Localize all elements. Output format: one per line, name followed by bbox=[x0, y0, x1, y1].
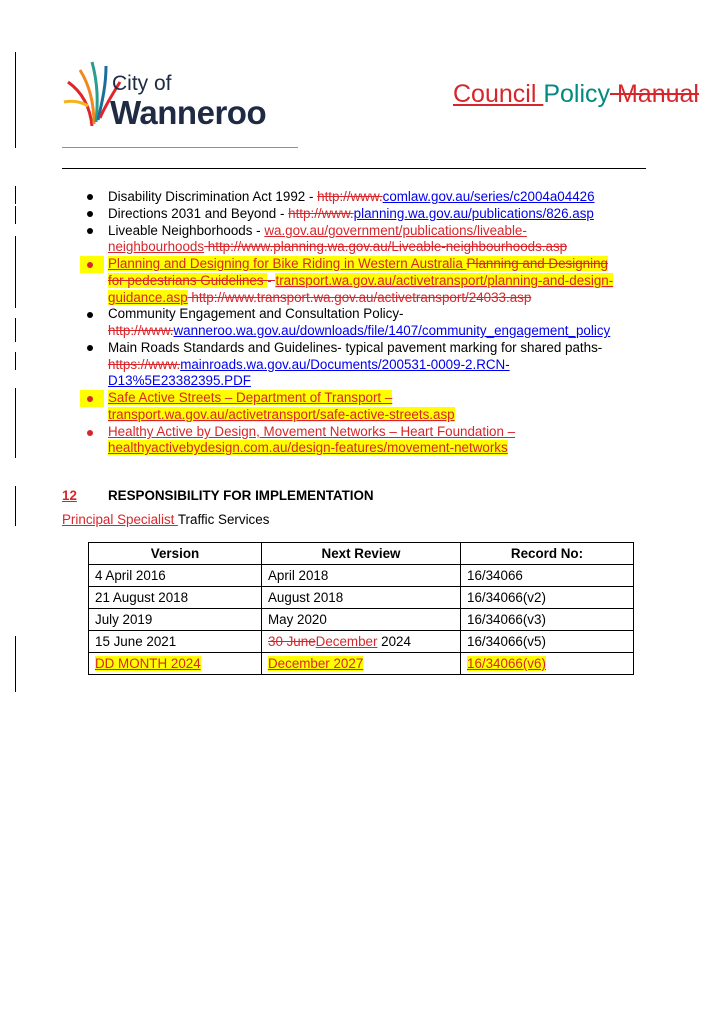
item-text: Liveable Neighborhoods - bbox=[108, 223, 265, 238]
bullet-icon bbox=[87, 345, 93, 351]
bullet-icon bbox=[87, 262, 93, 268]
review-cell bbox=[262, 631, 461, 653]
version-cell: 21 August 2018 bbox=[89, 587, 262, 609]
table-row bbox=[89, 587, 634, 609]
table-row bbox=[89, 631, 634, 653]
review-cell: April 2018 bbox=[262, 565, 461, 587]
list-item bbox=[108, 340, 602, 355]
bullet-icon bbox=[87, 211, 93, 217]
list-item bbox=[108, 189, 595, 204]
inserted-text: Healthy Active by Design, Movement Networks – Heart Foundation – bbox=[108, 424, 516, 439]
review-cell: May 2020 bbox=[262, 609, 461, 631]
version-cell: July 2019 bbox=[89, 609, 262, 631]
reference-link[interactable]: transport.wa.gov.au/activetransport/planning-and-design- bbox=[275, 273, 614, 288]
version-cell: 15 June 2021 bbox=[89, 631, 262, 653]
table-header-row bbox=[89, 543, 634, 565]
logo-line2: Wanneroo bbox=[110, 94, 267, 131]
list-item bbox=[108, 223, 527, 238]
version-cell: DD MONTH 2024 bbox=[89, 653, 262, 675]
inserted-text: Principal Specialist bbox=[62, 512, 178, 527]
responsible-officer bbox=[62, 512, 269, 527]
deleted-text: - bbox=[267, 273, 276, 288]
record-cell: 16/34066(v2) bbox=[461, 587, 634, 609]
list-item-continued bbox=[108, 239, 567, 254]
bullet-icon bbox=[87, 312, 93, 318]
list-item bbox=[108, 424, 515, 439]
city-logo bbox=[62, 56, 302, 136]
list-item-continued bbox=[108, 290, 531, 305]
list-item bbox=[108, 390, 392, 405]
change-bar bbox=[15, 486, 16, 526]
header-next-review: Next Review bbox=[262, 543, 461, 565]
version-table bbox=[88, 542, 634, 675]
header-record-no: Record No: bbox=[461, 543, 634, 565]
list-item-continued bbox=[108, 357, 510, 372]
deleted-text: http://www.planning.wa.gov.au/Liveable-neighbourhoods.asp bbox=[204, 239, 568, 254]
table-row bbox=[89, 565, 634, 587]
deleted-text: https://www. bbox=[108, 357, 181, 372]
officer-text: Traffic Services bbox=[177, 512, 270, 527]
header-version: Version bbox=[89, 543, 262, 565]
title-deleted: Manual bbox=[610, 80, 699, 108]
reference-link[interactable]: neighbourhoods bbox=[108, 239, 205, 254]
item-text: Directions 2031 and Beyond - bbox=[108, 206, 289, 221]
record-cell: 16/34066(v3) bbox=[461, 609, 634, 631]
deleted-text: Planning and Designing bbox=[466, 256, 608, 271]
change-bar bbox=[15, 52, 16, 148]
reference-link[interactable]: comlaw.gov.au/series/c2004a04426 bbox=[382, 189, 595, 204]
list-item-continued bbox=[108, 373, 251, 388]
inserted-text: Safe Active Streets – Department of Transport – bbox=[108, 390, 393, 405]
reference-link[interactable]: transport.wa.gov.au/activetransport/safe-active-streets.asp bbox=[108, 407, 455, 422]
header-rule bbox=[62, 168, 646, 169]
inserted-text: Planning and Designing for Bike Riding in Western Australia bbox=[108, 256, 467, 271]
bullet-icon bbox=[87, 228, 93, 234]
record-cell: 16/34066(v5) bbox=[461, 631, 634, 653]
reference-link[interactable]: D13%5E23382395.PDF bbox=[108, 373, 251, 388]
change-bar bbox=[15, 388, 16, 458]
list-item bbox=[108, 306, 404, 321]
title-inserted: Council bbox=[453, 80, 544, 108]
deleted-text: 30 June bbox=[268, 634, 316, 649]
record-cell: 16/34066 bbox=[461, 565, 634, 587]
reference-link[interactable]: healthyactivebydesign.com.au/design-features/movement-networks bbox=[108, 440, 508, 455]
item-text: Disability Discrimination Act 1992 - bbox=[108, 189, 318, 204]
reference-link[interactable]: wanneroo.wa.gov.au/downloads/file/1407/community_engagement_policy bbox=[173, 323, 611, 338]
list-item-continued bbox=[108, 407, 455, 422]
bullet-icon bbox=[87, 430, 93, 436]
item-text: Community Engagement and Consultation Policy- bbox=[108, 306, 404, 321]
reference-link[interactable]: mainroads.wa.gov.au/Documents/200531-0009-2.RCN- bbox=[180, 357, 510, 372]
logo-underline bbox=[62, 147, 298, 148]
reference-link[interactable]: wa.gov.au/government/publications/liveable- bbox=[264, 223, 527, 238]
list-item bbox=[108, 206, 594, 221]
record-cell: 16/34066(v6) bbox=[461, 653, 634, 675]
reference-link[interactable]: guidance.asp bbox=[108, 290, 188, 305]
change-bar bbox=[15, 352, 16, 370]
deleted-text: http://www.transport.wa.gov.au/activetransport/24033.asp bbox=[187, 290, 532, 305]
list-item-continued bbox=[108, 273, 613, 288]
list-item-continued bbox=[108, 323, 610, 338]
list-item-continued bbox=[108, 440, 508, 455]
change-bar bbox=[15, 206, 16, 224]
change-bar bbox=[15, 318, 16, 342]
section-heading bbox=[62, 488, 374, 503]
item-text: Main Roads Standards and Guidelines- typical pavement marking for shared paths- bbox=[108, 340, 603, 355]
bullet-icon bbox=[87, 194, 93, 200]
table-row bbox=[89, 653, 634, 675]
deleted-text: http://www. bbox=[288, 206, 354, 221]
list-item bbox=[108, 256, 608, 271]
section-number: 12 bbox=[62, 488, 77, 503]
reference-link[interactable]: planning.wa.gov.au/publications/826.asp bbox=[353, 206, 594, 221]
deleted-text: http://www. bbox=[108, 323, 174, 338]
section-title: RESPONSIBILITY FOR IMPLEMENTATION bbox=[108, 488, 374, 503]
change-bar bbox=[15, 236, 16, 308]
deleted-text: for pedestrians Guidelines bbox=[108, 273, 268, 288]
version-cell: 4 April 2016 bbox=[89, 565, 262, 587]
change-bar bbox=[15, 186, 16, 204]
logo-line1: City of bbox=[112, 72, 172, 95]
inserted-text: December bbox=[315, 634, 378, 649]
deleted-text: http://www. bbox=[317, 189, 383, 204]
document-title bbox=[453, 80, 699, 109]
review-cell: August 2018 bbox=[262, 587, 461, 609]
review-year: 2024 bbox=[377, 634, 411, 649]
change-bar bbox=[15, 636, 16, 692]
title-policy: Policy bbox=[543, 80, 611, 108]
bullet-icon bbox=[87, 396, 93, 402]
table-row bbox=[89, 609, 634, 631]
review-cell: December 2027 bbox=[262, 653, 461, 675]
